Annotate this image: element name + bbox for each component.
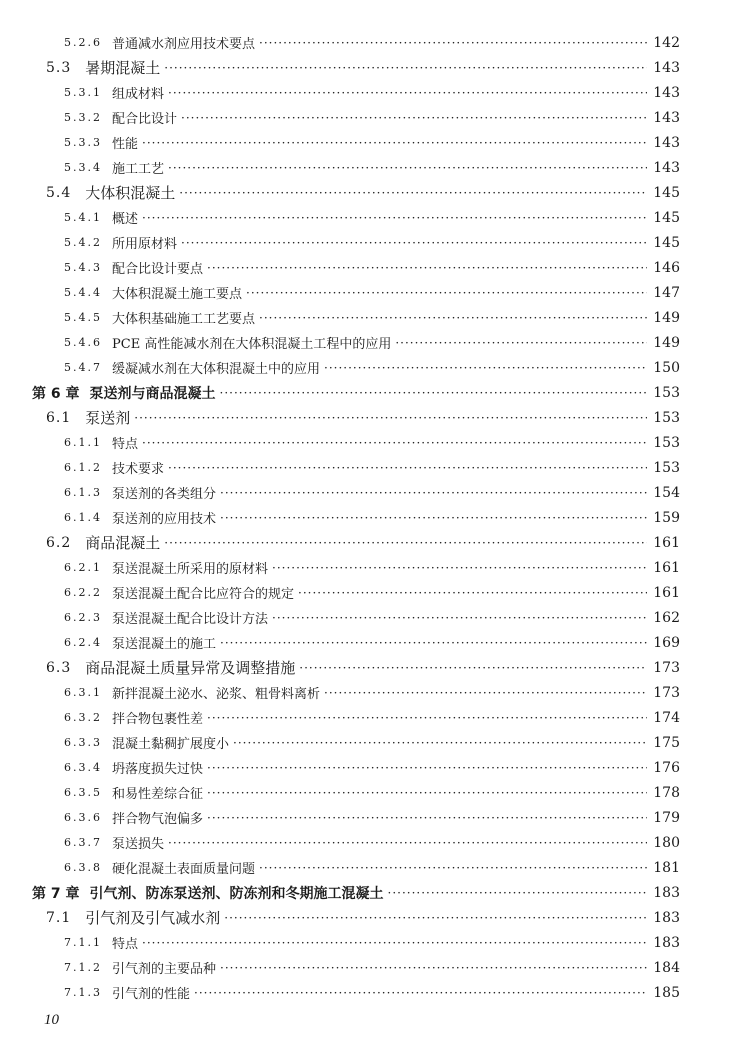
dot-leader [168,460,647,476]
toc-subsection-entry[interactable] [0,105,730,130]
toc-subsection-entry[interactable] [0,555,730,580]
toc-entry-title: 泵送混凝土所采用的原材料 [112,562,269,577]
dot-leader [164,535,647,551]
toc-entry-title: 引气剂及引气减水剂 [85,909,221,927]
toc-entry-title: 硬化混凝土表面质量问题 [112,862,256,877]
toc-entry-number: 5.4.6 [64,336,102,349]
dot-leader [134,410,647,426]
dot-leader [224,910,647,926]
toc-entry-page: 147 [653,284,680,301]
toc-entry-number: 5.4.5 [64,311,102,324]
toc-entry-number: 5.4 [46,184,72,201]
toc-entry-title: 泵送混凝土的施工 [112,637,217,652]
dot-leader [324,360,647,376]
toc-entry-page: 142 [653,34,680,51]
toc-entry-title: 技术要求 [112,462,165,477]
toc-entry-number: 6.1.3 [64,486,102,499]
toc-entry-number: 第 6 章 [32,385,80,402]
toc-chapter-entry[interactable] [0,880,730,905]
toc-entry-title: 组成材料 [112,87,165,102]
toc-entry-title: 商品混凝土质量异常及调整措施 [85,659,296,677]
toc-subsection-entry[interactable] [0,80,730,105]
toc-entry-page: 149 [653,334,680,351]
toc-entry-page: 143 [653,109,680,126]
toc-entry-number: 5.3.1 [64,86,102,99]
toc-subsection-entry[interactable] [0,955,730,980]
toc-entry-page: 161 [653,534,680,551]
toc-subsection-entry[interactable] [0,805,730,830]
toc-entry-page: 145 [653,184,680,201]
dot-leader [220,960,647,976]
toc-entry-page: 161 [653,584,680,601]
toc-subsection-entry[interactable] [0,855,730,880]
toc-entry-title: 普通减水剂应用技术要点 [112,37,256,52]
toc-entry-page: 162 [653,609,680,626]
toc-entry-title: 所用原材料 [112,237,178,252]
toc-section-entry[interactable] [0,905,730,930]
toc-entry-page: 153 [653,409,680,426]
toc-subsection-entry[interactable] [0,580,730,605]
toc-section-entry[interactable] [0,655,730,680]
toc-section-entry[interactable] [0,180,730,205]
toc-entry-number: 6.2 [46,534,72,551]
toc-entry-page: 185 [653,984,680,1001]
toc-entry-title: 商品混凝土 [85,534,161,552]
dot-leader [220,385,648,401]
toc-entry-title: 暑期混凝土 [85,59,161,77]
toc-subsection-entry[interactable] [0,505,730,530]
toc-entry-page: 178 [653,784,680,801]
toc-subsection-entry[interactable] [0,980,730,1005]
toc-entry-title: 特点 [112,437,139,452]
toc-subsection-entry[interactable] [0,755,730,780]
dot-leader [181,110,647,126]
toc-entry-number: 6.3.1 [64,686,102,699]
dot-leader [246,285,647,301]
dot-leader [388,885,648,901]
dot-leader [142,435,647,451]
dot-leader [233,735,647,751]
toc-entry-title: 泵送剂的应用技术 [112,512,217,527]
toc-entry-title: 泵送混凝土配合比设计方法 [112,612,269,627]
toc-entry-page: 181 [653,859,680,876]
toc-entry-number: 5.2.6 [64,36,102,49]
toc-entry-number: 6.3.3 [64,736,102,749]
toc-entry-page: 183 [653,934,680,951]
toc-subsection-entry[interactable] [0,205,730,230]
toc-entry-title: 配合比设计 [112,112,178,127]
toc-entry-page: 174 [653,709,680,726]
toc-entry-title: 和易性差综合征 [112,787,204,802]
dot-leader [299,660,647,676]
table-of-contents [0,30,730,1005]
toc-subsection-entry[interactable] [0,255,730,280]
toc-entry-title: 泵送损失 [112,837,165,852]
toc-entry-page: 183 [653,884,680,901]
toc-entry-page: 143 [653,59,680,76]
toc-entry-title: PCE 高性能减水剂在大体积混凝土工程中的应用 [112,337,392,352]
toc-entry-number: 5.4.4 [64,286,102,299]
dot-leader [179,185,647,201]
dot-leader [168,835,647,851]
dot-leader [272,560,647,576]
toc-subsection-entry[interactable] [0,355,730,380]
toc-entry-number: 6.3.5 [64,786,102,799]
dot-leader [298,585,647,601]
toc-subsection-entry[interactable] [0,30,730,55]
toc-entry-page: 145 [653,209,680,226]
toc-entry-number: 7.1 [46,909,72,926]
toc-entry-page: 184 [653,959,680,976]
toc-entry-page: 143 [653,159,680,176]
toc-entry-page: 173 [653,684,680,701]
toc-entry-number: 5.4.1 [64,211,102,224]
dot-leader [168,160,647,176]
toc-subsection-entry[interactable] [0,630,730,655]
toc-entry-number: 6.3 [46,659,72,676]
toc-subsection-entry[interactable] [0,780,730,805]
toc-entry-page: 145 [653,234,680,251]
toc-entry-page: 176 [653,759,680,776]
toc-entry-title: 引气剂的性能 [112,987,191,1002]
toc-entry-number: 6.2.1 [64,561,102,574]
dot-leader [324,685,647,701]
toc-entry-page: 153 [653,384,680,401]
toc-entry-number: 6.1 [46,409,72,426]
toc-entry-title: 拌合物气泡偏多 [112,812,204,827]
toc-entry-title: 引气剂的主要品种 [112,962,217,977]
dot-leader [259,35,647,51]
toc-entry-page: 153 [653,434,680,451]
toc-entry-title: 泵送剂与商品混凝土 [89,385,216,402]
toc-subsection-entry[interactable] [0,605,730,630]
dot-leader [220,510,647,526]
toc-entry-number: 5.3 [46,59,72,76]
toc-section-entry[interactable] [0,530,730,555]
toc-entry-title: 混凝土黏稠扩展度小 [112,737,230,752]
toc-section-entry[interactable] [0,55,730,80]
toc-entry-title: 泵送剂 [85,409,131,427]
toc-entry-page: 161 [653,559,680,576]
toc-entry-page: 154 [653,484,680,501]
toc-entry-number: 6.2.2 [64,586,102,599]
dot-leader [181,235,647,251]
toc-entry-page: 173 [653,659,680,676]
toc-entry-number: 6.1.4 [64,511,102,524]
dot-leader [220,485,647,501]
toc-subsection-entry[interactable] [0,455,730,480]
toc-entry-number: 7.1.3 [64,986,102,999]
toc-entry-title: 缓凝减水剂在大体积混凝土中的应用 [112,362,321,377]
toc-subsection-entry[interactable] [0,430,730,455]
dot-leader [395,335,647,351]
dot-leader [220,635,647,651]
toc-entry-page: 143 [653,134,680,151]
toc-chapter-entry[interactable] [0,380,730,405]
dot-leader [142,210,647,226]
toc-entry-number: 6.3.6 [64,811,102,824]
toc-entry-number: 5.3.4 [64,161,102,174]
toc-entry-page: 180 [653,834,680,851]
toc-entry-page: 169 [653,634,680,651]
toc-subsection-entry[interactable] [0,705,730,730]
dot-leader [194,985,647,1001]
toc-entry-number: 7.1.1 [64,936,102,949]
toc-entry-number: 5.3.2 [64,111,102,124]
toc-entry-page: 179 [653,809,680,826]
toc-entry-title: 大体积混凝土施工要点 [112,287,243,302]
toc-entry-title: 坍落度损失过快 [112,762,204,777]
page-number: 10 [44,1012,59,1028]
dot-leader [164,60,647,76]
dot-leader [272,610,647,626]
toc-entry-number: 5.3.3 [64,136,102,149]
toc-subsection-entry[interactable] [0,280,730,305]
toc-entry-page: 159 [653,509,680,526]
toc-entry-number: 6.1.1 [64,436,102,449]
toc-subsection-entry[interactable] [0,680,730,705]
toc-entry-number: 6.1.2 [64,461,102,474]
toc-entry-title: 施工工艺 [112,162,165,177]
dot-leader [259,310,647,326]
dot-leader [207,810,647,826]
toc-entry-page: 149 [653,309,680,326]
toc-entry-page: 175 [653,734,680,751]
toc-entry-number: 6.3.4 [64,761,102,774]
toc-entry-title: 配合比设计要点 [112,262,204,277]
toc-entry-number: 6.3.8 [64,861,102,874]
toc-subsection-entry[interactable] [0,930,730,955]
toc-entry-number: 5.4.2 [64,236,102,249]
dot-leader [142,935,647,951]
toc-entry-number: 6.2.4 [64,636,102,649]
toc-subsection-entry[interactable] [0,330,730,355]
toc-subsection-entry[interactable] [0,130,730,155]
toc-entry-title: 新拌混凝土泌水、泌浆、粗骨料离析 [112,687,321,702]
toc-subsection-entry[interactable] [0,230,730,255]
toc-entry-page: 143 [653,84,680,101]
dot-leader [207,710,647,726]
dot-leader [259,860,647,876]
toc-entry-page: 153 [653,459,680,476]
toc-entry-title: 特点 [112,937,139,952]
toc-entry-title: 概述 [112,212,139,227]
toc-entry-title: 引气剂、防冻泵送剂、防冻剂和冬期施工混凝土 [89,885,384,902]
toc-section-entry[interactable] [0,405,730,430]
toc-entry-number: 6.2.3 [64,611,102,624]
toc-entry-number: 第 7 章 [32,885,80,902]
toc-entry-title: 性能 [112,137,139,152]
toc-entry-page: 146 [653,259,680,276]
toc-entry-title: 泵送混凝土配合比应符合的规定 [112,587,295,602]
dot-leader [207,785,647,801]
toc-entry-number: 6.3.7 [64,836,102,849]
toc-subsection-entry[interactable] [0,305,730,330]
toc-subsection-entry[interactable] [0,155,730,180]
dot-leader [142,135,647,151]
toc-entry-title: 拌合物包裹性差 [112,712,204,727]
toc-entry-page: 183 [653,909,680,926]
toc-subsection-entry[interactable] [0,830,730,855]
toc-subsection-entry[interactable] [0,730,730,755]
toc-entry-number: 6.3.2 [64,711,102,724]
toc-subsection-entry[interactable] [0,480,730,505]
dot-leader [168,85,647,101]
dot-leader [207,760,647,776]
toc-entry-number: 5.4.3 [64,261,102,274]
toc-entry-number: 7.1.2 [64,961,102,974]
toc-entry-title: 大体积混凝土 [85,184,176,202]
toc-entry-page: 150 [653,359,680,376]
toc-entry-number: 5.4.7 [64,361,102,374]
toc-entry-title: 泵送剂的各类组分 [112,487,217,502]
dot-leader [207,260,647,276]
toc-entry-title: 大体积基础施工工艺要点 [112,312,256,327]
